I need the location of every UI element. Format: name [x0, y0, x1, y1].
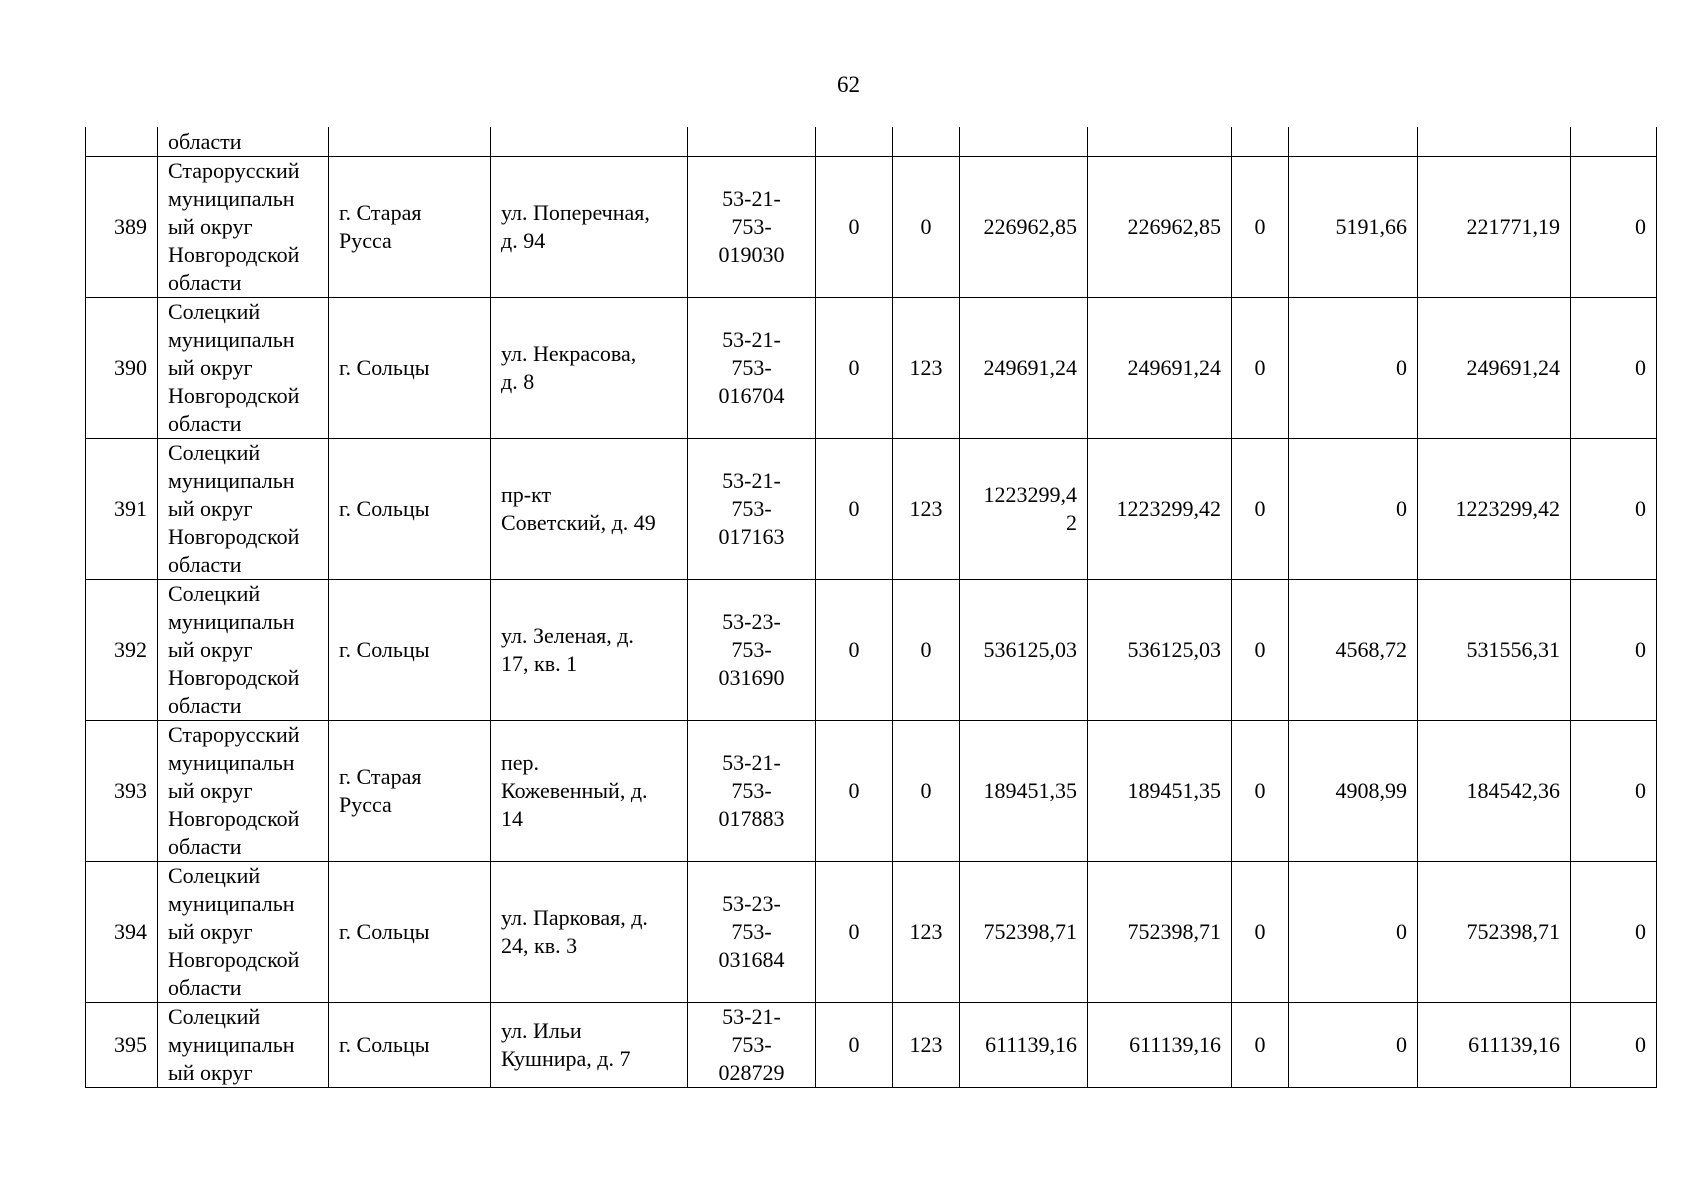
cell-col8: 536125,03	[960, 580, 1088, 721]
cell-address: ул. Ильи Кушнира, д. 7	[491, 1003, 688, 1088]
table-row	[86, 439, 1657, 580]
cell-city: г. Сольцы	[329, 580, 491, 721]
cell-municipality: Старорусский муниципальн ый округ Новгородской области	[158, 721, 329, 862]
cell-municipality: Солецкий муниципальн ый округ Новгородской области	[158, 862, 329, 1003]
cell-col7: 0	[893, 721, 960, 862]
cell-col10: 0	[1232, 862, 1289, 1003]
cell-code: 53-21- 753- 019030	[688, 157, 816, 298]
cell-city: г. Сольцы	[329, 862, 491, 1003]
registry-table	[85, 127, 1657, 1088]
cell-col7	[893, 127, 960, 157]
cell-municipality: Старорусский муниципальн ый округ Новгородской области	[158, 157, 329, 298]
cell-col9: 611139,16	[1088, 1003, 1232, 1088]
table-row	[86, 721, 1657, 862]
cell-city: г. Сольцы	[329, 298, 491, 439]
cell-col7: 123	[893, 439, 960, 580]
cell-col7: 123	[893, 1003, 960, 1088]
cell-col10: 0	[1232, 439, 1289, 580]
cell-col11: 5191,66	[1289, 157, 1418, 298]
cell-no: 393	[86, 721, 158, 862]
cell-col6: 0	[816, 439, 893, 580]
cell-address: ул. Зеленая, д. 17, кв. 1	[491, 580, 688, 721]
cell-col8: 752398,71	[960, 862, 1088, 1003]
cell-address: ул. Поперечная, д. 94	[491, 157, 688, 298]
cell-col9: 536125,03	[1088, 580, 1232, 721]
cell-col13: 0	[1571, 157, 1657, 298]
cell-no: 394	[86, 862, 158, 1003]
cell-col8: 226962,85	[960, 157, 1088, 298]
cell-city	[329, 127, 491, 157]
cell-no: 391	[86, 439, 158, 580]
cell-col11: 0	[1289, 1003, 1418, 1088]
cell-col10	[1232, 127, 1289, 157]
cell-col9: 189451,35	[1088, 721, 1232, 862]
cell-col13: 0	[1571, 862, 1657, 1003]
cell-col13: 0	[1571, 439, 1657, 580]
table-row	[86, 1003, 1657, 1088]
cell-col9: 752398,71	[1088, 862, 1232, 1003]
cell-city: г. Сольцы	[329, 439, 491, 580]
cell-col12: 531556,31	[1418, 580, 1571, 721]
cell-col7: 0	[893, 580, 960, 721]
cell-code: 53-21- 753- 017883	[688, 721, 816, 862]
page-number: 62	[837, 72, 860, 97]
cell-col10: 0	[1232, 721, 1289, 862]
cell-col6: 0	[816, 721, 893, 862]
cell-municipality: Солецкий муниципальн ый округ Новгородской области	[158, 298, 329, 439]
table-row	[86, 157, 1657, 298]
cell-address: ул. Парковая, д. 24, кв. 3	[491, 862, 688, 1003]
cell-code: 53-21- 753- 017163	[688, 439, 816, 580]
cell-col8: 189451,35	[960, 721, 1088, 862]
cell-col12: 221771,19	[1418, 157, 1571, 298]
cell-no: 390	[86, 298, 158, 439]
cell-col8	[960, 127, 1088, 157]
cell-col11: 0	[1289, 298, 1418, 439]
cell-col7: 123	[893, 298, 960, 439]
cell-col12: 1223299,42	[1418, 439, 1571, 580]
cell-col10: 0	[1232, 157, 1289, 298]
cell-col8: 1223299,4 2	[960, 439, 1088, 580]
cell-col13: 0	[1571, 721, 1657, 862]
cell-col6: 0	[816, 862, 893, 1003]
cell-col11: 0	[1289, 439, 1418, 580]
cell-municipality: Солецкий муниципальн ый округ	[158, 1003, 329, 1088]
cell-city: г. Сольцы	[329, 1003, 491, 1088]
cell-code: 53-23- 753- 031690	[688, 580, 816, 721]
cell-col7: 123	[893, 862, 960, 1003]
cell-col9: 1223299,42	[1088, 439, 1232, 580]
cell-city: г. Старая Русса	[329, 721, 491, 862]
cell-col10: 0	[1232, 580, 1289, 721]
cell-col9: 226962,85	[1088, 157, 1232, 298]
cell-no: 389	[86, 157, 158, 298]
cell-col12: 184542,36	[1418, 721, 1571, 862]
cell-col6	[816, 127, 893, 157]
cell-no: 392	[86, 580, 158, 721]
cell-col11: 4568,72	[1289, 580, 1418, 721]
cell-col6: 0	[816, 298, 893, 439]
cell-col13: 0	[1571, 1003, 1657, 1088]
cell-code	[688, 127, 816, 157]
cell-col7: 0	[893, 157, 960, 298]
cell-col12: 752398,71	[1418, 862, 1571, 1003]
cell-col12: 249691,24	[1418, 298, 1571, 439]
cell-col12	[1418, 127, 1571, 157]
cell-col6: 0	[816, 580, 893, 721]
cell-col11	[1289, 127, 1418, 157]
cell-col12: 611139,16	[1418, 1003, 1571, 1088]
cell-col8: 249691,24	[960, 298, 1088, 439]
cell-col9: 249691,24	[1088, 298, 1232, 439]
cell-municipality: области	[158, 127, 329, 157]
cell-address: пер. Кожевенный, д. 14	[491, 721, 688, 862]
cell-col13	[1571, 127, 1657, 157]
cell-code: 53-23- 753- 031684	[688, 862, 816, 1003]
table-row	[86, 580, 1657, 721]
cell-no	[86, 127, 158, 157]
cell-address	[491, 127, 688, 157]
cell-col6: 0	[816, 1003, 893, 1088]
cell-col11: 4908,99	[1289, 721, 1418, 862]
cell-col9	[1088, 127, 1232, 157]
continuation-row	[86, 127, 1657, 157]
table-row	[86, 862, 1657, 1003]
cell-col10: 0	[1232, 1003, 1289, 1088]
cell-address: пр-кт Советский, д. 49	[491, 439, 688, 580]
cell-col10: 0	[1232, 298, 1289, 439]
cell-col8: 611139,16	[960, 1003, 1088, 1088]
cell-municipality: Солецкий муниципальн ый округ Новгородской области	[158, 580, 329, 721]
table-row	[86, 298, 1657, 439]
cell-code: 53-21- 753- 028729	[688, 1003, 816, 1088]
cell-col11: 0	[1289, 862, 1418, 1003]
cell-address: ул. Некрасова, д. 8	[491, 298, 688, 439]
cell-no: 395	[86, 1003, 158, 1088]
cell-col13: 0	[1571, 298, 1657, 439]
cell-code: 53-21- 753- 016704	[688, 298, 816, 439]
cell-col13: 0	[1571, 580, 1657, 721]
cell-city: г. Старая Русса	[329, 157, 491, 298]
cell-municipality: Солецкий муниципальн ый округ Новгородской области	[158, 439, 329, 580]
cell-col6: 0	[816, 157, 893, 298]
